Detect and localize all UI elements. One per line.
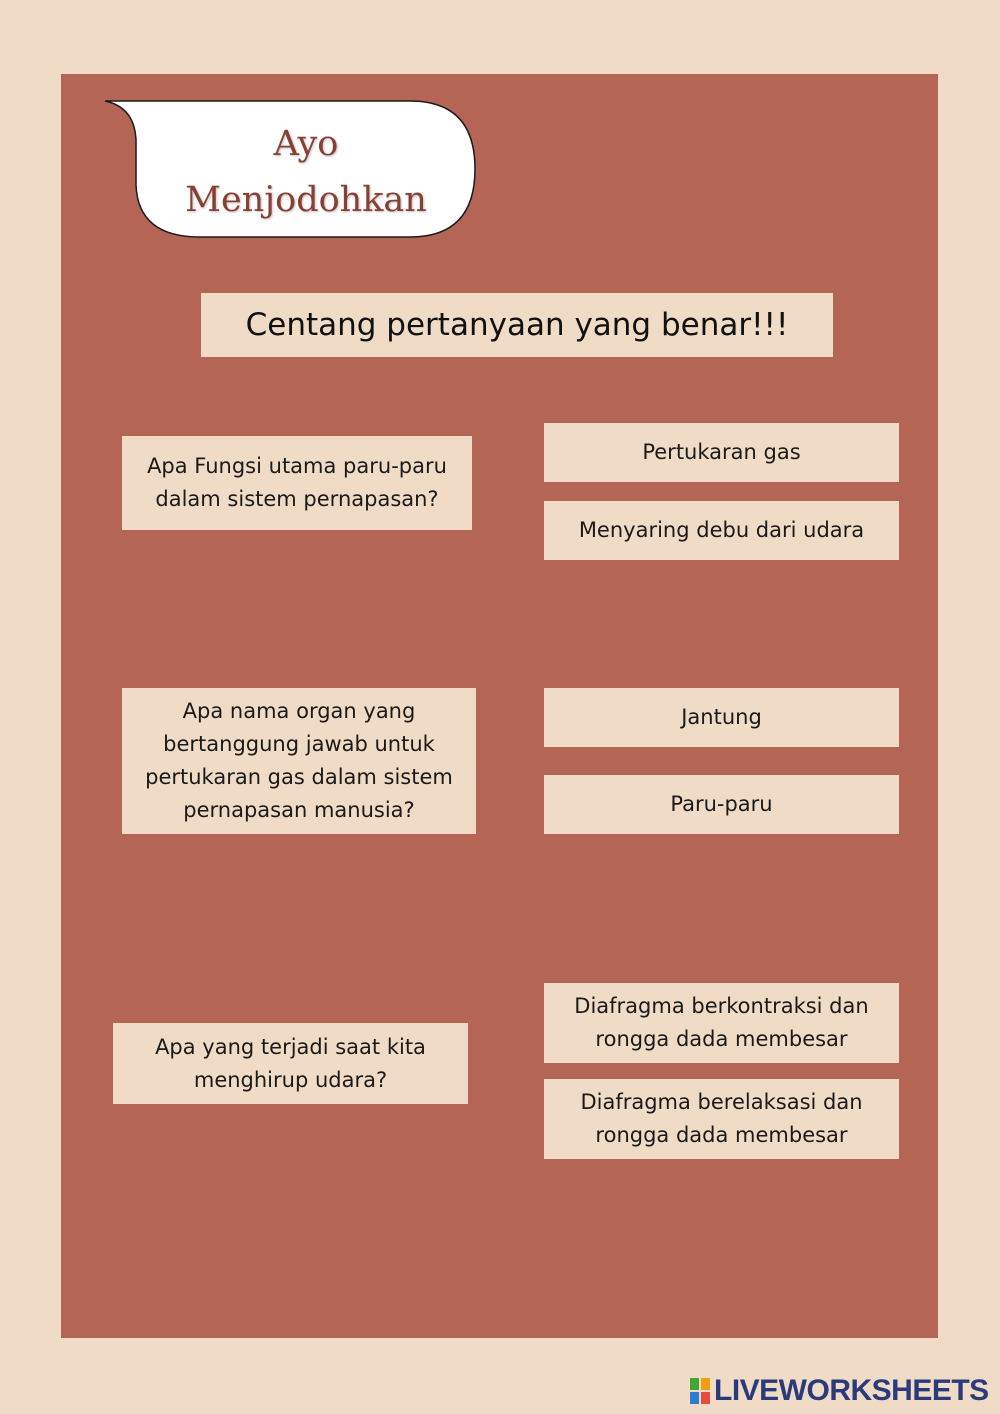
question-card-3: Apa yang terjadi saat kita menghirup udara? <box>113 1023 468 1104</box>
brand-footer <box>690 1374 989 1408</box>
answer-option-1b[interactable]: Menyaring debu dari udara <box>544 501 899 560</box>
answer-option-2b[interactable]: Paru-paru <box>544 775 899 834</box>
brand-name: LIVEWORKSHEETS <box>714 1374 989 1407</box>
answer-option-1a[interactable]: Pertukaran gas <box>544 423 899 482</box>
answer-option-3b[interactable]: Diafragma berelaksasi dan rongga dada membesar <box>544 1079 899 1159</box>
answer-option-3a[interactable]: Diafragma berkontraksi dan rongga dada membesar <box>544 983 899 1063</box>
page-title <box>140 116 472 228</box>
question-card-1: Apa Fungsi utama paru-paru dalam sistem pernapasan? <box>122 436 472 530</box>
title-line-1: Ayo <box>273 124 339 164</box>
answer-option-2a[interactable]: Jantung <box>544 688 899 747</box>
instruction-banner: Centang pertanyaan yang benar!!! <box>201 293 833 357</box>
question-card-2: Apa nama organ yang bertanggung jawab untuk pertukaran gas dalam sistem pernapasan manusia? <box>122 688 476 834</box>
title-line-2: Menjodohkan <box>185 180 427 220</box>
liveworksheets-logo-icon <box>690 1378 710 1404</box>
